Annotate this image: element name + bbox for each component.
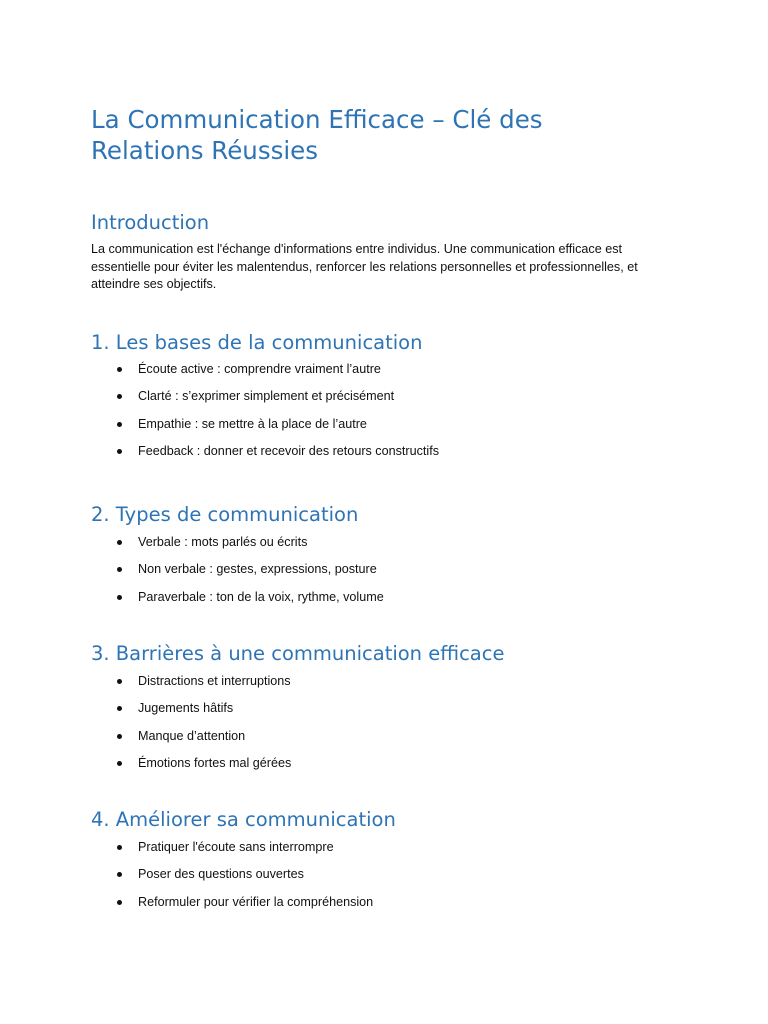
section-1-heading: 1. Les bases de la communication bbox=[91, 331, 423, 354]
bullet-icon bbox=[117, 422, 122, 427]
section-4-heading: 4. Améliorer sa communication bbox=[91, 808, 396, 831]
bullet-icon bbox=[117, 900, 122, 905]
list-item-text: Écoute active : comprendre vraiment l’autre bbox=[138, 362, 381, 376]
document-title bbox=[91, 104, 691, 166]
list-item-text: Manque d’attention bbox=[138, 728, 246, 743]
list-item-text: Poser des questions ouvertes bbox=[138, 867, 304, 882]
intro-paragraph: La communication est l'échange d'informations entre individus. Une communication efficace est essentielle pour éviter les malentendus, renforcer les relations personnelles et professionnelles, et atteindre ses objectifs. bbox=[91, 242, 638, 291]
bullet-icon bbox=[117, 394, 122, 399]
bullet-icon bbox=[117, 845, 122, 850]
title-line-2: Relations Réussies bbox=[91, 136, 318, 165]
bullet-icon bbox=[117, 449, 122, 454]
bullet-icon bbox=[117, 679, 122, 684]
intro-heading: Introduction bbox=[91, 211, 210, 234]
list-item-text: Pratiquer l'écoute sans interrompre bbox=[138, 840, 334, 854]
list-item-text: Distractions et interruptions bbox=[138, 674, 291, 688]
bullet-icon bbox=[117, 567, 122, 572]
list-item-text: Émotions fortes mal gérées bbox=[138, 756, 292, 771]
bullet-icon bbox=[117, 706, 122, 711]
title-line-1: La Communication Efficace – Clé des bbox=[91, 105, 543, 134]
list-item-text: Reformuler pour vérifier la compréhension bbox=[138, 894, 374, 909]
bullet-icon bbox=[117, 761, 122, 766]
list-item-text: Clarté : s’exprimer simplement et précisément bbox=[138, 389, 395, 404]
list-item-text: Verbale : mots parlés ou écrits bbox=[138, 535, 308, 549]
list-item-text: Paraverbale : ton de la voix, rythme, volume bbox=[138, 589, 384, 604]
bullet-icon bbox=[117, 367, 122, 372]
bullet-icon bbox=[117, 595, 122, 600]
list-item-text: Feedback : donner et recevoir des retours constructifs bbox=[138, 444, 439, 459]
section-3-heading: 3. Barrières à une communication efficace bbox=[91, 642, 505, 665]
bullet-icon bbox=[117, 872, 122, 877]
list-item-text: Empathie : se mettre à la place de l’autre bbox=[138, 416, 367, 431]
bullet-icon bbox=[117, 734, 122, 739]
list-item-text: Jugements hâtifs bbox=[138, 701, 234, 716]
bullet-icon bbox=[117, 540, 122, 545]
section-2-heading: 2. Types de communication bbox=[91, 503, 359, 526]
list-item-text: Non verbale : gestes, expressions, posture bbox=[138, 562, 377, 577]
